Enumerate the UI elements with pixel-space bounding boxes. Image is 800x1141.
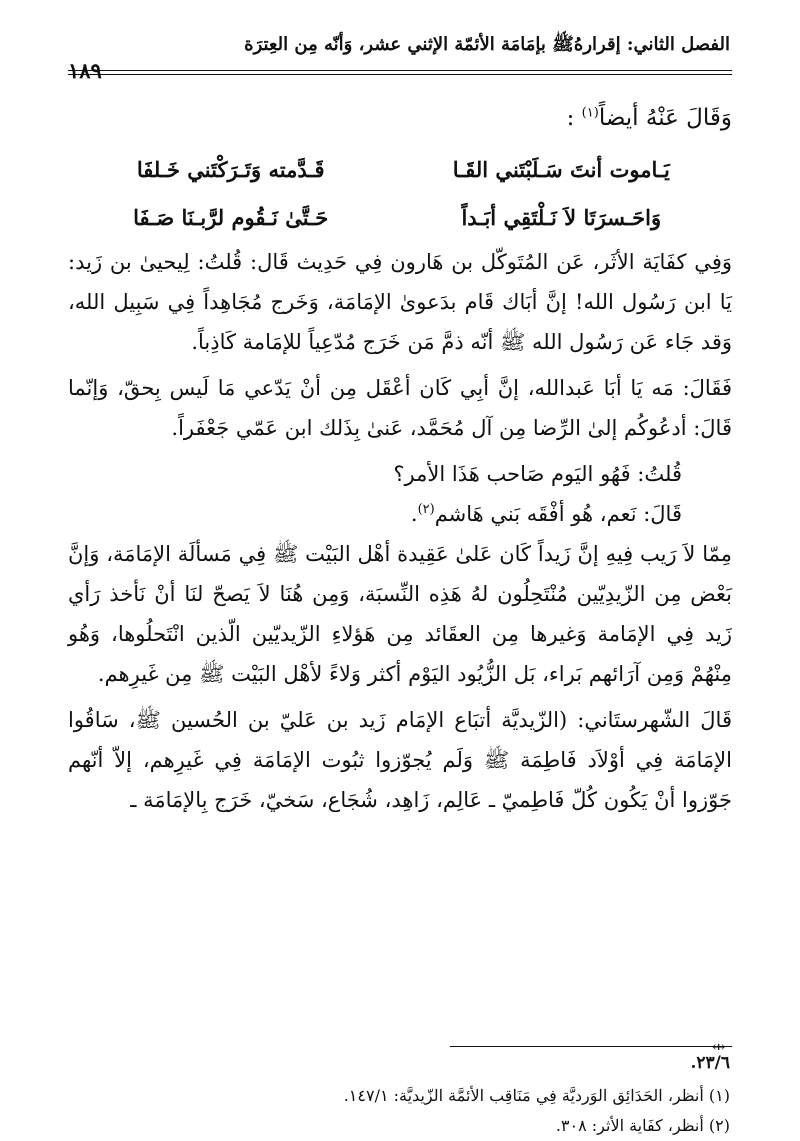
poem-intro-colon: : xyxy=(566,105,575,131)
answer-line xyxy=(68,494,732,534)
page-number: ١٨٩ xyxy=(68,58,102,83)
paragraph-kifayat-al-athar: وَفِي كفَايَة الأثَر، عَن المُتَوكّل بن هَارون فِي حَدِيث قَال: قُلتُ: لِيحيىٰ بن زَيد: يَا ابن رَسُول الله! إنَّ أبَاك قَام بدَعوىٰ الإمَامَة، وَخَرج مُجَاهِداً فِي سَبِيل الله، وَقد جَاء عَن رَسُول الله ﷺ أنّه ذمَّ مَن خَرَج مُدّعِياً للإمَامة كَاذِباً. xyxy=(68,250,732,354)
page-body xyxy=(68,98,732,826)
header-rule xyxy=(68,70,732,71)
question-line: قُلتُ: فَهُو اليَوم صَاحب هَذَا الأمر؟ xyxy=(393,462,682,486)
verse-hemistich-first: وَاحَـسرَتَا لاَ نَـلْتَقِي أبَـداً xyxy=(461,205,662,230)
verse-line xyxy=(68,194,732,242)
footnote-ref-1[interactable]: (١) xyxy=(581,105,599,121)
verse-hemistich-second: حَـتَّىٰ نَـقُوم لرَّبـنَا صَـفَا xyxy=(133,205,329,230)
header-rule-secondary xyxy=(68,74,732,75)
paragraph-reply: فَقَالَ: مَه يَا أبَا عَبدالله، إنَّ أبِي كَان أعْقَل مِن أنْ يَدّعي مَا لَيس بِحقّ، وَإنّما قَالَ: أدعُوكُم إلىٰ الرِّضا مِن آل مُحَمَّد، عَنىٰ بِذَلك ابن عَمّي جَعْفَراً. xyxy=(68,376,732,440)
footnotes xyxy=(70,1081,730,1141)
verse-line xyxy=(68,146,732,194)
footnote-continuation: ٢٣/٦. xyxy=(690,1053,730,1073)
footnote-1: (١) أنظر، الحَدَائِق الوَرديَّة فِي مَنَاقِب الأئمَّة الزّيديَّة: ١٤٧/١. xyxy=(343,1086,730,1105)
running-header-title: الفصل الثاني: إقرارهُ‌ﷺ بإمَامَة الأئمّة الإثني عشر، وَأنّه مِن العِترَة xyxy=(244,34,730,55)
poem-intro xyxy=(68,98,732,138)
continuation-arrow-icon: ⇹ xyxy=(712,1037,726,1056)
footnote-ref-2[interactable]: (٢) xyxy=(417,502,435,517)
answer-period: . xyxy=(410,502,418,526)
paragraph-zaydi-belief: مِمّا لاَ رَيب فِيهِ إنَّ زَيداً كَان عَلىٰ عَقِيدة أهْل البَيْت ﷺ فِي مَسألَة الإمَامَة، وَإنَّ بَعْض مِن الزّيدِيّين مُنْتَحِلُون لهُ هَذِه النِّسبَة، وَمِن هُنَا لاَ يَصحّ لنَا أنْ نَأخذ رَأي زَيد فِي الإمَامة وَغيرها مِن العقَائد مِن هَؤلاءِ الزّيديّين الّذين انْتَحلُوها، وَهُو مِنْهُمْ وَمِن آرَائهم بَراء، بَل الزُّيُود اليَوْم أكثر وَلاءً لأهْل البَيْت ﷺ مِن غَيرِهم. xyxy=(68,542,732,686)
verse-hemistich-second: قَـدَّمته وَتَـرَكْتَني خَـلفَا xyxy=(136,157,325,182)
paragraph-shahrastani-quote: قَالَ الشّهرستَاني: (الزّيديَّة أتبَاع الإمَام زَيد بن عَليّ بن الحُسين ﷺ، سَاقُوا الإمَامَة فِي أوْلاَد فَاطِمَة ﷺ وَلَم يُجوّزوا ثبُوت الإمَامَة فِي غَيرِهم، إلاّ أنّهم جَوّزوا أنْ يَكُون كُلّ فَاطِميّ ـ عَالِم، زَاهِد، شُجَاع، سَخيّ، خَرَج بِالإمَامَة ـ xyxy=(68,708,732,812)
footnote-2: (٢) أنظر، كفَاية الأثر: ٣٠٨. xyxy=(555,1116,730,1135)
verse-hemistich-first: يَـاموت أنتَ سَـلَبْتَني القَـا xyxy=(452,157,670,182)
answer-text: قَالَ: نَعم، هُو أفْقَه بَني هَاشم xyxy=(434,502,682,526)
footnote-separator xyxy=(450,1046,732,1047)
poem-intro-text: وَقَالَ عَنْهُ أيضاً xyxy=(598,105,732,131)
